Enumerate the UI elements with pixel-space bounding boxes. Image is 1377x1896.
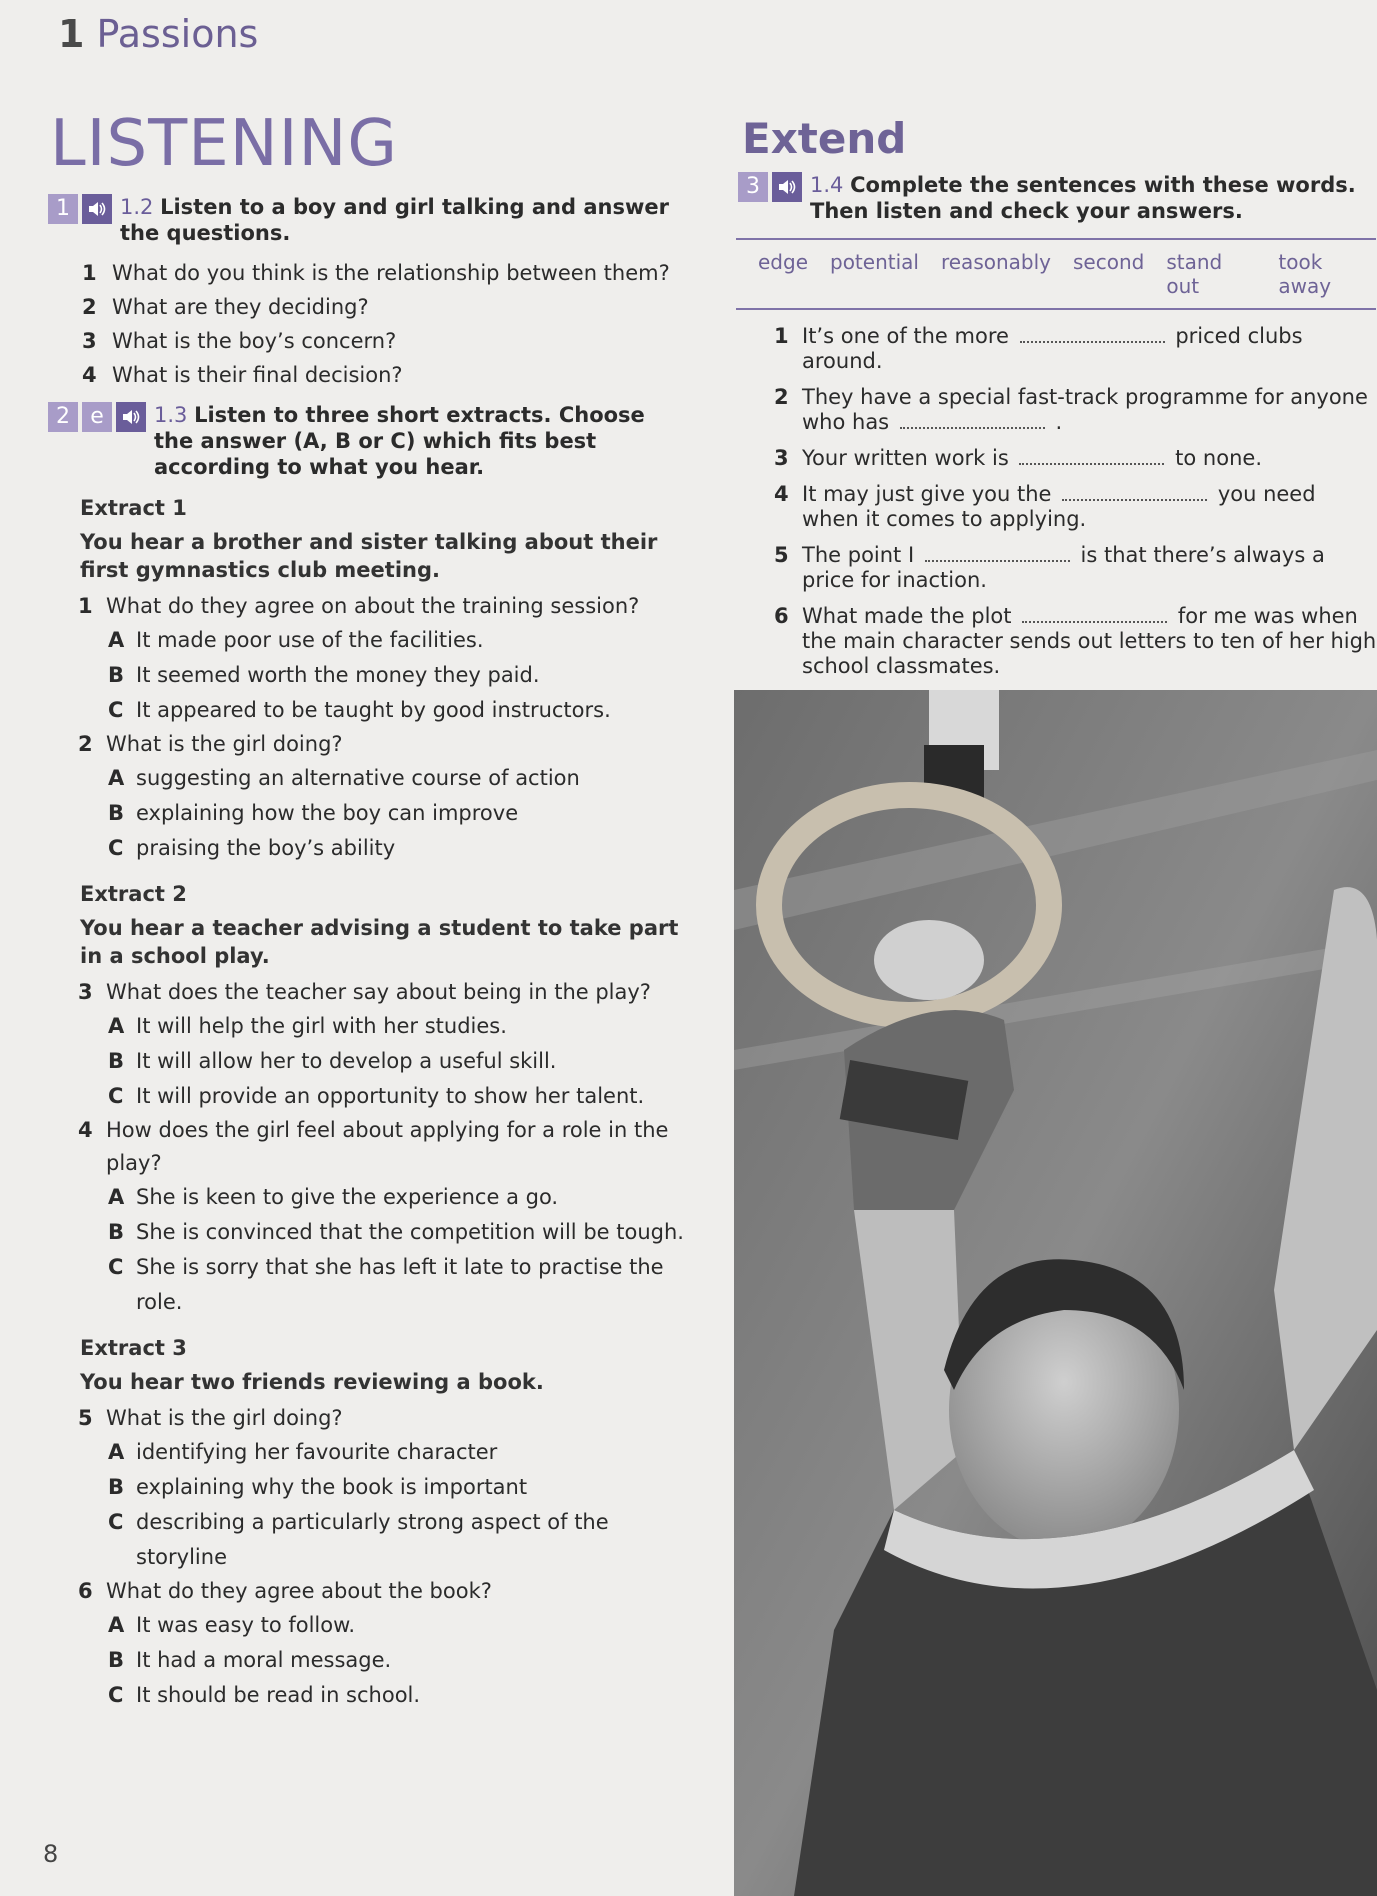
answer-option[interactable]	[108, 831, 688, 866]
question-text: What do they agree about the book?	[106, 1579, 492, 1603]
sentence-item	[774, 604, 1377, 679]
question-text: What are they deciding?	[112, 295, 369, 319]
question-number: 4	[78, 1118, 93, 1142]
sentence-after: to none.	[1175, 446, 1262, 470]
gymnast-photo	[734, 690, 1377, 1896]
sentence-number: 3	[774, 446, 789, 470]
extract-label: Extract 1	[80, 496, 187, 520]
unit-number: 1	[58, 12, 85, 56]
instruction-text: Listen to three short extracts. Choose the answer (A, B or C) which fits best according to what you hear.	[154, 403, 645, 479]
question-number: 1	[78, 594, 93, 618]
option-letter: B	[108, 663, 125, 687]
question-text: What is the girl doing?	[106, 732, 343, 756]
answer-option[interactable]	[108, 1009, 688, 1044]
audio-track-code: 1.2	[120, 195, 154, 219]
sentence-before: The point I	[802, 543, 915, 567]
option-text: It should be read in school.	[136, 1683, 421, 1707]
word-box-item: reasonably	[940, 250, 1051, 274]
audio-icon[interactable]	[772, 172, 802, 202]
answer-option[interactable]	[108, 1470, 688, 1505]
sentence-body	[802, 324, 1377, 374]
listening-title: LISTENING	[50, 107, 398, 181]
word-box-item: edge	[758, 250, 808, 274]
question-item	[78, 728, 688, 761]
answer-option[interactable]	[108, 1608, 688, 1643]
question-text: How does the girl feel about applying for a role in the play?	[106, 1118, 669, 1175]
option-letter: C	[108, 1255, 124, 1279]
page-number: 8	[43, 1840, 59, 1868]
unit-name: Passions	[96, 12, 259, 56]
sentence-after: .	[1055, 410, 1063, 434]
sentence-body	[802, 385, 1377, 435]
question-number: 5	[78, 1406, 93, 1430]
option-text: It will help the girl with her studies.	[136, 1014, 507, 1038]
sentence-body	[802, 446, 1262, 471]
option-letter: A	[108, 766, 125, 790]
question-item	[48, 358, 688, 392]
option-letter: B	[108, 1220, 125, 1244]
option-text: suggesting an alternative course of action	[136, 766, 580, 790]
question-number: 3	[82, 329, 97, 353]
extract-description: You hear a brother and sister talking about their first gymnastics club meeting.	[80, 530, 658, 582]
option-text: explaining how the boy can improve	[136, 801, 519, 825]
answer-blank[interactable]	[925, 544, 1070, 562]
extend-title: Extend	[742, 114, 907, 163]
exercise-number-badge: 2	[48, 402, 78, 432]
exercise-1-instruction	[120, 194, 688, 246]
audio-track-code: 1.4	[810, 173, 844, 197]
option-text: describing a particularly strong aspect of the storyline	[136, 1510, 609, 1569]
sentence-body	[802, 604, 1377, 679]
answer-option[interactable]	[108, 761, 688, 796]
question-text: What is their final decision?	[112, 363, 403, 387]
instruction-text: Complete the sentences with these words. Then listen and check your answers.	[810, 173, 1356, 223]
option-text: praising the boy’s ability	[136, 836, 396, 860]
option-text: It will provide an opportunity to show her talent.	[136, 1084, 645, 1108]
sentence-after: you need when it comes to applying.	[802, 482, 1316, 531]
word-box	[736, 238, 1376, 310]
option-text: explaining why the book is important	[136, 1475, 528, 1499]
exercise-number-badge: 3	[738, 172, 768, 202]
extract-label: Extract 3	[80, 1336, 187, 1360]
sentence-after: is that there’s always a price for inaction.	[802, 543, 1325, 592]
question-text: What is the girl doing?	[106, 1406, 343, 1430]
exercise-2-instruction	[154, 402, 688, 480]
sentence-after: priced clubs around.	[802, 324, 1303, 373]
option-text: She is sorry that she has left it late to practise the role.	[136, 1255, 664, 1314]
option-letter: C	[108, 1510, 124, 1534]
sentence-after: for me was when the main character sends out letters to ten of her high school classmates.	[802, 604, 1377, 678]
instruction-text: Listen to a boy and girl talking and answer the questions.	[120, 195, 669, 245]
sentence-body	[802, 482, 1377, 532]
option-letter: A	[108, 1440, 125, 1464]
question-item	[78, 1575, 688, 1608]
word-box-item: stand out	[1166, 250, 1223, 298]
extend-column	[738, 114, 1377, 690]
e-icon[interactable]: e	[82, 402, 112, 432]
option-letter: C	[108, 1084, 124, 1108]
sentence-number: 4	[774, 482, 789, 506]
option-text: It was easy to follow.	[136, 1613, 356, 1637]
answer-blank[interactable]	[1019, 447, 1164, 465]
word-box-item: took away	[1278, 250, 1332, 298]
option-text: It seemed worth the money they paid.	[136, 663, 540, 687]
question-item	[78, 976, 688, 1009]
listening-column	[48, 107, 688, 1713]
option-letter: C	[108, 1683, 124, 1707]
exercise-1-questions	[48, 256, 688, 392]
question-number: 4	[82, 363, 97, 387]
sentence-number: 6	[774, 604, 789, 628]
answer-blank[interactable]	[1022, 605, 1167, 623]
option-text: She is convinced that the competition will be tough.	[136, 1220, 684, 1244]
sentence-item	[774, 324, 1377, 374]
audio-icon[interactable]	[116, 402, 146, 432]
answer-option[interactable]	[108, 1044, 688, 1079]
option-letter: B	[108, 1648, 125, 1672]
question-number: 1	[82, 261, 97, 285]
option-letter: B	[108, 1049, 125, 1073]
question-item	[48, 324, 688, 358]
option-letter: A	[108, 1014, 125, 1038]
option-letter: A	[108, 1185, 125, 1209]
audio-track-code: 1.3	[154, 403, 188, 427]
exercise-1-heading	[48, 194, 688, 246]
answer-blank[interactable]	[1020, 325, 1165, 343]
option-text: It made poor use of the facilities.	[136, 628, 484, 652]
question-text: What do you think is the relationship between them?	[112, 261, 670, 285]
exercise-2-heading	[48, 402, 688, 480]
word-box-item: second	[1073, 250, 1145, 274]
sentence-item	[774, 385, 1377, 435]
option-letter: A	[108, 628, 125, 652]
question-text: What is the boy’s concern?	[112, 329, 397, 353]
sentence-item	[774, 482, 1377, 532]
sentence-body	[802, 543, 1377, 593]
extract-description: You hear two friends reviewing a book.	[80, 1370, 544, 1394]
sentence-before: It’s one of the more	[802, 324, 1009, 348]
answer-option[interactable]	[108, 623, 688, 658]
extracts	[48, 496, 688, 1713]
answer-option[interactable]	[108, 1250, 688, 1320]
option-letter: A	[108, 1613, 125, 1637]
question-number: 2	[78, 732, 93, 756]
question-number: 2	[82, 295, 97, 319]
answer-blank[interactable]	[900, 411, 1045, 429]
unit-header	[58, 12, 258, 56]
sentence-number: 5	[774, 543, 789, 567]
answer-option[interactable]	[108, 1643, 688, 1678]
question-text: What does the teacher say about being in the play?	[106, 980, 651, 1004]
option-letter: C	[108, 836, 124, 860]
answer-option[interactable]	[108, 796, 688, 831]
option-text: She is keen to give the experience a go.	[136, 1185, 559, 1209]
option-text: It will allow her to develop a useful skill.	[136, 1049, 557, 1073]
word-box-item: potential	[830, 250, 919, 274]
sentence-before: What made the plot	[802, 604, 1012, 628]
question-item	[48, 290, 688, 324]
question-item	[78, 590, 688, 623]
sentence-number: 1	[774, 324, 789, 348]
sentence-before: It may just give you the	[802, 482, 1052, 506]
sentence-item	[774, 543, 1377, 593]
answer-option[interactable]	[108, 1435, 688, 1470]
exercise-3-heading	[738, 172, 1377, 224]
question-number: 3	[78, 980, 93, 1004]
answer-option[interactable]	[108, 1215, 688, 1250]
question-number: 6	[78, 1579, 93, 1603]
answer-option[interactable]	[108, 693, 688, 728]
exercise-number-badge: 1	[48, 194, 78, 224]
option-letter: C	[108, 698, 124, 722]
sentence-list	[738, 324, 1377, 679]
option-text: identifying her favourite character	[136, 1440, 498, 1464]
sentence-number: 2	[774, 385, 789, 409]
sentence-before: Your written work is	[802, 446, 1009, 470]
question-item	[78, 1114, 688, 1180]
question-item	[48, 256, 688, 290]
sentence-item	[774, 446, 1377, 471]
answer-blank[interactable]	[1062, 483, 1207, 501]
question-item	[78, 1402, 688, 1435]
audio-icon[interactable]	[82, 194, 112, 224]
answer-option[interactable]	[108, 1505, 688, 1575]
option-text: It had a moral message.	[136, 1648, 392, 1672]
exercise-3-instruction	[810, 172, 1377, 224]
option-text: It appeared to be taught by good instructors.	[136, 698, 611, 722]
extract-label: Extract 2	[80, 882, 187, 906]
question-text: What do they agree on about the training session?	[106, 594, 640, 618]
option-letter: B	[108, 801, 125, 825]
answer-option[interactable]	[108, 1678, 688, 1713]
answer-option[interactable]	[108, 1180, 688, 1215]
answer-option[interactable]	[108, 658, 688, 693]
option-letter: B	[108, 1475, 125, 1499]
answer-option[interactable]	[108, 1079, 688, 1114]
sentence-before: They have a special fast-track programme for anyone who has	[802, 385, 1368, 434]
extract-description: You hear a teacher advising a student to take part in a school play.	[80, 916, 679, 968]
